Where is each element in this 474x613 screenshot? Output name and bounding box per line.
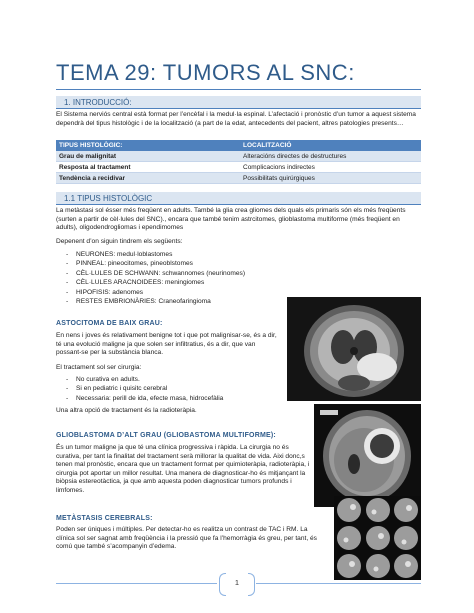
ct-metastasis-graphic <box>334 496 421 580</box>
table-cell: Tendència a recidivar <box>56 173 240 184</box>
table-row <box>56 151 421 162</box>
table-cell: Possibilitats quirúrgiques <box>240 173 421 184</box>
list-item: - CÈL·LULES DE SCHWANN: schwannomes (neurinomes) <box>66 269 245 278</box>
mri-axial-graphic <box>287 297 421 401</box>
mri-axial-image <box>287 297 421 401</box>
metastasis-paragraph: Poden ser úniques i múltiples. Per detectar-ho es realitza un contrast de TAC i RM. La clínica sol ser sagnat amb freqüència i la pressió que fa l’hemorràgia és greu, per tant, és comú que també s’acompanyin d’edema. <box>56 526 317 551</box>
footer-rule-right <box>256 583 421 584</box>
astrocitoma-treatment-list <box>66 375 223 403</box>
table-cell: Grau de malignitat <box>56 151 240 162</box>
list-item: - No curativa en adults. <box>66 375 223 384</box>
table-cell: Complicacions indirectes <box>240 162 421 173</box>
table-cell: Resposta al tractament <box>56 162 240 173</box>
glioblastoma-paragraph: És un tumor maligne ja que té una clínica progressiva i ràpida. La cirurgia no és curativa, per tant la finalitat del tractament serà millorar la qualitat de vida. Aixi donc,s tenen mal pronòstic, encara que un tractament format per quimioteràpia, radioteràpia, i cirurgia pot aportar un millor resultat. Una manera de diagnosticar-ho és mitjançant la biòpsia estereotàctica, ja que amb aquesta poden diagnosticar tumors profunds i limfomes. <box>56 444 310 494</box>
astrocitoma-paragraph: En nens i joves és relativament benigne tot i que pot malignisar-se, és a dir, té una evolució maligne ja que solen ser infiltratius, és a dir, que van possant-se per la substància blanca. <box>56 332 277 357</box>
section-introduccio-heading: 1. INTRODUCCIÓ: <box>56 96 421 109</box>
astrocitoma-treatment-intro: El tractament sol ser cirurgia: <box>56 364 142 371</box>
table-cell: Alteracións directes de destructures <box>240 151 421 162</box>
table-row <box>56 162 421 173</box>
tumor-origin-list <box>66 250 245 306</box>
page-number-bracket-right <box>248 573 255 596</box>
list-item: - Necessaria: perill de ida, efecte masa, hidrocefàlia <box>66 394 223 403</box>
glioblastoma-heading: GLIOBLASTOMA D’ALT GRAU (GLIOBASTOMA MULTIFORME): <box>56 432 276 439</box>
table-header-histologic: TIPUS HISTOLÒGIC: <box>56 140 240 151</box>
list-item: - PINNEAL: pineocitomes, pineoblstomes <box>66 259 245 268</box>
list-item: - HIPOFISIS: adenomes <box>66 288 245 297</box>
mri-glioblastoma-image <box>314 404 421 507</box>
list-item: - CÈL·LULES ARACNOIDEES: meningiomes <box>66 278 245 287</box>
list-item: - NEURONES: medul·loblastomes <box>66 250 245 259</box>
histologic-paragraph: La metàstasi sol ésser més freqüent en adults. També la glia crea gliomes dels quals els primaris són els més freqüents (surten a partir de cèl·lules del SNC)., encara que també tenim astrcitomes, glioblastoma multiforme (més freqüent en adults), oligodendrogliomas i ependimomes <box>56 207 406 232</box>
list-item: - RESTES EMBRIONÀRIES: Craneofaringioma <box>66 297 245 306</box>
astrocitoma-heading: ASTOCITOMA DE BAIX GRAU: <box>56 320 163 327</box>
histology-location-table <box>56 140 421 184</box>
footer-rule-left <box>56 583 217 584</box>
list-item: - Si en pediatric i quisitc cerebral <box>66 384 223 393</box>
page-number: 1 <box>234 578 240 587</box>
mri-glioblastoma-graphic <box>314 404 421 507</box>
section-tipus-histologic-heading: 1.1 TIPUS HISTOLÒGIC <box>56 192 421 205</box>
title-rule <box>56 89 421 90</box>
ct-metastasis-image <box>334 496 421 580</box>
metastasis-heading: METÀSTASIS CEREBRALS: <box>56 515 153 522</box>
astrocitoma-alt-treatment: Una altra opció de tractament és la radioteràpia. <box>56 407 197 414</box>
table-row <box>56 173 421 184</box>
intro-paragraph: El Sistema nerviós central està format per l’encèfal i la medul·la espinal. L’afectació i pronòstic d’un tumor a aquest sistema dependrà del tipus histològic i de la localització (a part de la edat, antecedents del pacient, altres patologies presents… <box>56 111 416 127</box>
page-number-bracket-left <box>219 573 226 596</box>
depenent-line: Depenent d’on siguin tindrem els següents: <box>56 238 183 245</box>
table-header-location: LOCALITZACIÓ <box>240 140 421 151</box>
page-title: TEMA 29: TUMORS AL SNC: <box>56 60 355 85</box>
